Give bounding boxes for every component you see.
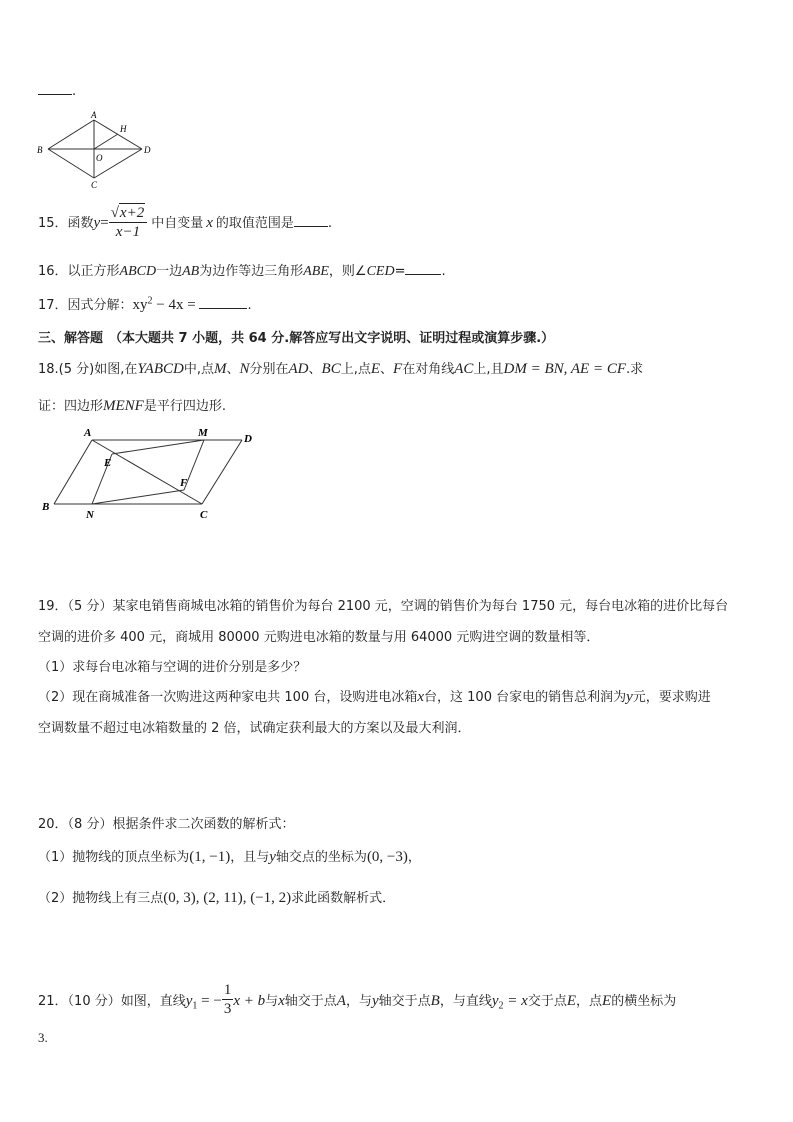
answer-blank xyxy=(199,296,247,309)
label-C: C xyxy=(91,180,98,190)
question-16: 16．以正方形ABCD一边AB为边作等边三角形ABE，则∠CED= . xyxy=(38,264,446,279)
edge-AB xyxy=(48,120,94,149)
diagonal-AC xyxy=(92,440,202,504)
segment-OH xyxy=(94,134,118,149)
label-B: B xyxy=(42,501,50,513)
question-17: 17．因式分解：$xy^2 - 4x$ = . xyxy=(38,295,252,313)
fraction: $\frac{1}{3}$ xyxy=(223,982,232,1017)
segment-NF xyxy=(92,490,184,504)
label-H: H xyxy=(120,124,127,134)
section-heading: 三、解答题 （本大题共 7 小题，共 64 分.解答应写出文字说明、证明过程或演算步骤.） xyxy=(38,331,555,346)
label-M: M xyxy=(198,427,208,439)
edge-BA xyxy=(54,440,92,504)
label-O: O xyxy=(96,153,103,163)
edge-BC xyxy=(48,149,94,178)
question-19-line2: 空调的进价多 400 元，商城用 80000 元购进电冰箱的数量与用 64000 元购进空调的数量相等． xyxy=(38,630,600,645)
question-19-sub1: （1）求每台电冰箱与空调的进价分别是多少？ xyxy=(38,660,307,675)
question-19-line5: 空调数量不超过电冰箱数量的 2 倍，试确定获利最大的方案以及最大利润． xyxy=(38,721,471,736)
question-18-line2: 证：四边形MENF是平行四边形. xyxy=(38,398,226,414)
question-19-line1: 19．（5 分）某家电销售商城电冰箱的销售价为每台 2100 元，空调的销售价为每台 1750 元，每台电冰箱的进价比每台 xyxy=(38,599,729,614)
label-A: A xyxy=(91,110,97,120)
parallelogram-figure xyxy=(36,424,256,524)
label-C: C xyxy=(200,509,208,521)
answer-blank xyxy=(38,82,72,95)
label-F: F xyxy=(180,477,188,489)
label-N: N xyxy=(86,509,94,521)
fraction: $\frac{√x+2}{x-1}$ xyxy=(109,203,148,241)
question-21: 21．（10 分）如图，直线$y_1$ = − $\frac{1}{3}$ x + b与x轴交于点A，与y轴交于点B，与直线$y_2 = x$交于点E，点E的横坐标为 xyxy=(38,982,677,1017)
label-D: D xyxy=(144,145,151,155)
question-19-sub2: （2）现在商城准备一次购进这两种家电共 100 台，设购进电冰箱x台，这 100 台家电的销售总利润为y元，要求购进 xyxy=(38,689,711,705)
segment-ME xyxy=(112,440,204,454)
rhombus-figure xyxy=(34,108,158,190)
edge-DC xyxy=(202,440,242,504)
label-E: E xyxy=(104,457,112,469)
label-D: D xyxy=(244,433,252,445)
answer-blank xyxy=(294,214,328,227)
label-B: B xyxy=(37,145,43,155)
question-20-sub1: （1）抛物线的顶点坐标为(1, −1)，且与y轴交点的坐标为(0, −3)， xyxy=(38,849,421,865)
answer-blank xyxy=(405,262,441,275)
question-18: 18.(5 分)如图,在YABCD中,点M、N分别在AD、BC上,点E、F在对角线AC上,且DM = BN, AE = CF.求 xyxy=(38,361,644,377)
question-15: 15．函数y= $\frac{√x+2}{x-1}$ 中自变量 x 的取值范围是 . xyxy=(38,204,333,240)
question-20-sub2: （2）抛物线上有三点(0, 3), (2, 11), (−1, 2)求此函数解析式． xyxy=(38,890,396,906)
question-21-line2: 3. xyxy=(38,1030,48,1045)
label-A: A xyxy=(84,427,92,439)
question-20-line1: 20．（8 分）根据条件求二次函数的解析式： xyxy=(38,817,295,832)
prev-answer-blank: . xyxy=(38,82,76,99)
